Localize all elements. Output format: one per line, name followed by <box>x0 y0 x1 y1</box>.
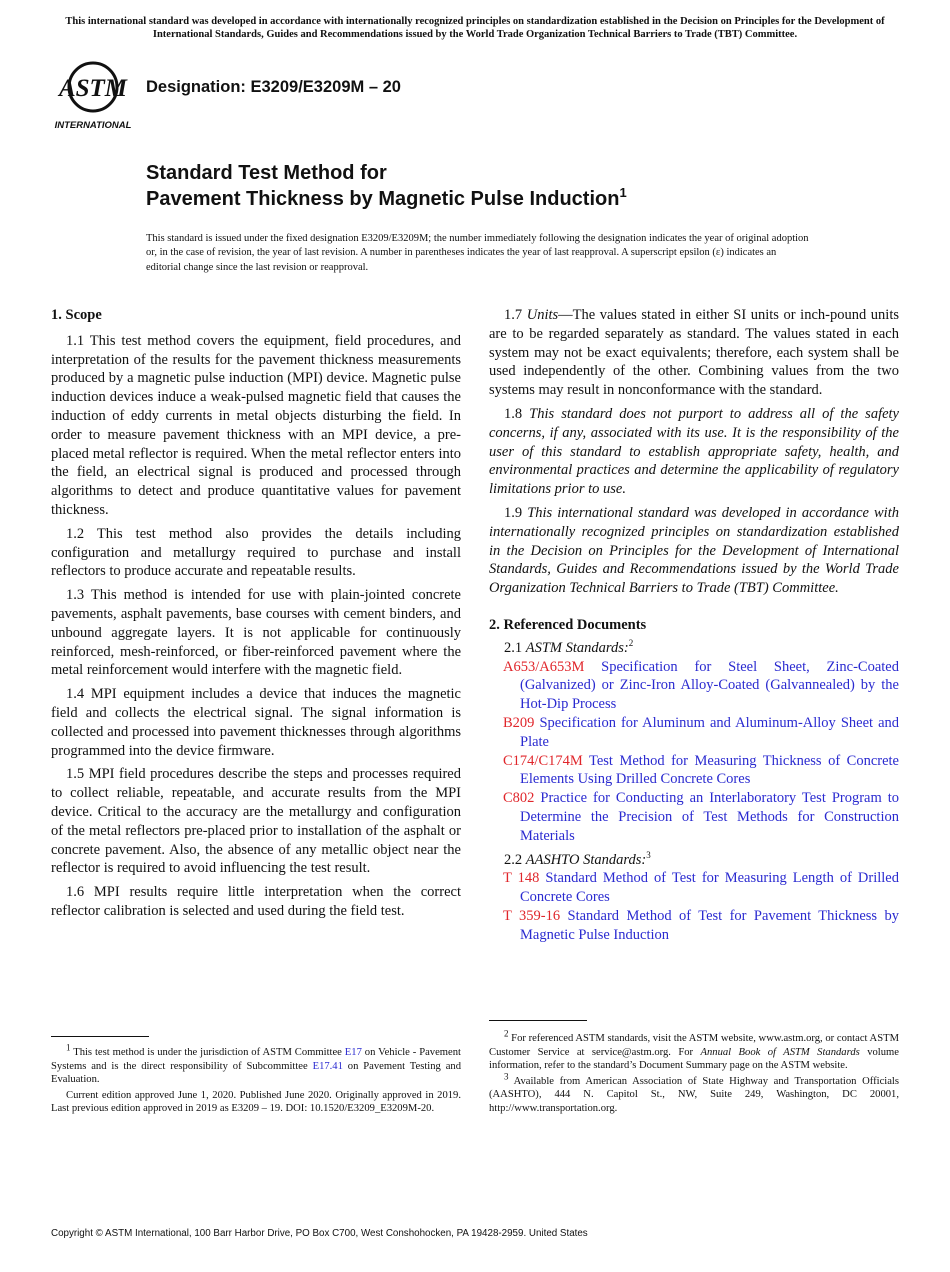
scope-heading: 1. Scope <box>51 307 102 323</box>
reference-item[interactable] <box>489 658 899 714</box>
footnote-3-text: Available from American Association of State Highway and Transportation Officials (AASHTO), 444 N. Capitol St., NW, Suite 249, Washington, DC 20001, http://www.transportation.org. <box>489 1075 899 1114</box>
para-1-7 <box>489 306 899 400</box>
para-1-7-num: 1.7 <box>504 307 527 323</box>
aashto-standards-subhead <box>489 851 899 870</box>
edition-note: Current edition approved June 1, 2020. Published June 2020. Originally approved in 2019. Last previous edition approved in 2019 as E3209 – 19. DOI: 10.1520/E3209_E3209M-20. <box>51 1089 461 1115</box>
aashto-reference-list <box>489 869 899 944</box>
footnote-1-text <box>51 1042 461 1087</box>
para-1-7-text: —The values stated in either SI units or inch-pound units are to be regarded separately as standard. The values stated in each system may not be exact equivalents; therefore, each system shall be used independently of the other. Combining values from the two systems may result in nonconformance with the standard. <box>489 307 900 399</box>
title-line-1: Standard Test Method for <box>146 162 387 184</box>
para-1-9-num: 1.9 <box>504 504 528 521</box>
footnote-divider-left <box>51 1036 149 1037</box>
subcommittee-e17-41-link[interactable]: E17.41 <box>312 1060 343 1072</box>
reference-title[interactable]: Specification for Steel Sheet, Zinc-Coated (Galvanized) or Zinc-Iron Alloy-Coated (Galvannealed) by the Hot-Dip Process <box>520 658 899 713</box>
reference-title[interactable]: Standard Method of Test for Measuring Length of Drilled Concrete Cores <box>520 870 899 906</box>
footnote-1-mark: 1 <box>66 1042 71 1053</box>
right-column <box>489 306 899 945</box>
para-1-7-label: Units <box>526 307 559 323</box>
para-1-9 <box>489 504 899 598</box>
referenced-documents-heading: 2. Referenced Documents <box>489 616 647 633</box>
reference-code[interactable]: B209 <box>503 714 535 731</box>
footnote-2-part-a: For referenced ASTM standards, visit the ASTM website, www.astm.org, or contact ASTM Customer Service at service@astm.org. For <box>489 1033 899 1058</box>
astm-logo-icon <box>52 57 134 133</box>
reference-item[interactable] <box>489 752 899 790</box>
footnote-2 <box>489 1028 899 1073</box>
reference-item[interactable] <box>489 714 899 752</box>
issuance-note: This standard is issued under the fixed designation E3209/E3209M; the number immediately following the designation indicates the year of original adoption or, in the case of revision, the year of last revision. A number in parentheses indicates the year of last reapproval. A superscript epsilon (ε) indicates an editorial change since the last revision or reapproval. <box>146 233 809 273</box>
reference-code[interactable]: A653/A653M <box>503 658 585 675</box>
footnote-1-part-b: on Vehicle - Pavement Systems and is the direct responsibility of Subcommittee <box>51 1047 461 1072</box>
reference-item[interactable] <box>489 869 899 907</box>
footnote-2-part-b: volume information, refer to the standard’s Document Summary page on the ASTM website. <box>489 1046 899 1072</box>
astm-subhead-num: 2.1 <box>504 639 526 656</box>
reference-code[interactable]: C802 <box>503 790 535 807</box>
reference-title[interactable]: Practice for Conducting an Interlaboratory Test Program to Determine the Precision of Test Methods for Construction Materials <box>520 790 899 844</box>
astm-reference-list <box>489 658 899 846</box>
reference-code[interactable]: C174/C174M <box>503 752 583 769</box>
para-1-8-text: This standard does not purport to address all of the safety concerns, if any, associated with its use. It is the responsibility of the user of this standard to establish appropriate safety, health, and environmental practices and determine the applicability of regulatory limitations prior to use. <box>489 405 899 498</box>
para-1-1: 1.1 This test method covers the equipment, field procedures, and interpretation of the results for the pavement thickness measurements produced by a magnetic pulse induction (MPI) device. Magnetic pulse induction devices induce a weak-pulsed magnetic field that causes the induction of eddy currents in metal objects disturbing the field. In order to measure pavement thickness with an MPI device, a pre-placed metal reflector is required. When the metal reflector enters into the field, an electrical signal is produced and processed through algorithms to detect and produce quantitative values for pavement thickness. <box>51 332 461 518</box>
para-1-9-text: This international standard was developed in accordance with internationally recognized principles on standardization established in the Decision on Principles for the Development of International Standards, Guides and Recommendations issued by the World Trade Organization Technical Barriers to Trade (TBT) Committee. <box>489 504 899 597</box>
footnote-3-mark: 3 <box>504 1071 509 1082</box>
footnote-1 <box>51 1042 461 1118</box>
reference-code[interactable]: T 359-16 <box>503 907 561 924</box>
footnote-2-italic: Annual Book of ASTM Standards <box>700 1046 860 1058</box>
reference-item[interactable] <box>489 907 899 945</box>
title-line-2 <box>146 186 627 212</box>
para-1-8-num: 1.8 <box>504 405 530 422</box>
footnotes-2-3 <box>489 1028 899 1118</box>
copyright-footer: Copyright © ASTM International, 100 Barr Harbor Drive, PO Box C700, West Conshohocken, PA 19428-2959. United States <box>51 1228 588 1239</box>
reference-title[interactable]: Standard Method of Test for Pavement Thickness by Magnetic Pulse Induction <box>520 907 899 943</box>
title-line-2-text: Pavement Thickness by Magnetic Pulse Induction <box>146 188 620 210</box>
reference-item[interactable] <box>489 789 899 845</box>
para-1-8 <box>489 405 899 499</box>
aashto-subhead-label: AASHTO Standards: <box>525 851 647 868</box>
para-1-3: 1.3 This method is intended for use with plain-jointed concrete pavements, asphalt pavements, base courses with cement binders, and unbound aggregate layers. It is not applicable for continuously reinforced, mesh-reinforced, or fiber-reinforced pavement where the metal reinforcement would interfere with the magnetic field. <box>51 587 461 679</box>
committee-e17-link[interactable]: E17 <box>344 1047 362 1058</box>
left-column <box>51 306 461 926</box>
footnote-3 <box>489 1071 899 1116</box>
top-notice: This international standard was developed in accordance with internationally recognized principles on standardization established in the Decision on Principles for the Development of International Standards, Guides and Recommendations issued by the World Trade Organization Technical Barriers to Trade (TBT) Committee. <box>65 16 885 40</box>
footnote-divider-right <box>489 1020 587 1021</box>
reference-title[interactable]: Specification for Aluminum and Aluminum-Alloy Sheet and Plate <box>520 714 899 750</box>
astm-footnote-mark: 2 <box>628 637 634 648</box>
reference-title[interactable]: Test Method for Measuring Thickness of Concrete Elements Using Drilled Concrete Cores <box>520 752 899 788</box>
svg-text:ASTM: ASTM <box>58 75 128 102</box>
footnote-1-part-c: on Pavement Testing and Evaluation. <box>51 1060 461 1086</box>
astm-standards-subhead <box>489 639 899 658</box>
page-title <box>146 160 627 212</box>
aashto-footnote-mark: 3 <box>646 849 651 860</box>
footnote-1-part-a: This test method is under the jurisdiction of ASTM Committee <box>70 1047 345 1058</box>
aashto-subhead-num: 2.2 <box>504 851 526 868</box>
footnote-2-mark: 2 <box>504 1028 509 1039</box>
logo-org-text: INTERNATIONAL <box>54 120 132 131</box>
para-1-5: 1.5 MPI field procedures describe the steps and processes required to collect reliable, repeatable, and accurate results from the MPI device. Critical to the accuracy are the metallurgy and configuration of the metal reflectors pre-placed prior to installation of the asphalt or concrete pavement. Also, the absence of any metallic object near the reflector is required to avoid influencing the test result. <box>51 766 461 877</box>
astm-subhead-label: ASTM Standards: <box>525 639 629 656</box>
para-1-2: 1.2 This test method also provides the details including configuration and metallurgy required to purchase and install reflectors to produce accurate and repeatable results. <box>51 525 461 580</box>
para-1-4: 1.4 MPI equipment includes a device that induces the magnetic field and collects the electrical signal. The signal information is collected and processed into pavement thicknesses through algorithms programmed into the device firmware. <box>51 686 461 759</box>
designation: Designation: E3209/E3209M – 20 <box>146 78 401 96</box>
reference-code[interactable]: T 148 <box>503 870 540 887</box>
title-footnote-mark: 1 <box>619 185 627 200</box>
para-1-6: 1.6 MPI results require little interpretation when the correct reflector calibration is selected and used during the field test. <box>51 884 461 919</box>
